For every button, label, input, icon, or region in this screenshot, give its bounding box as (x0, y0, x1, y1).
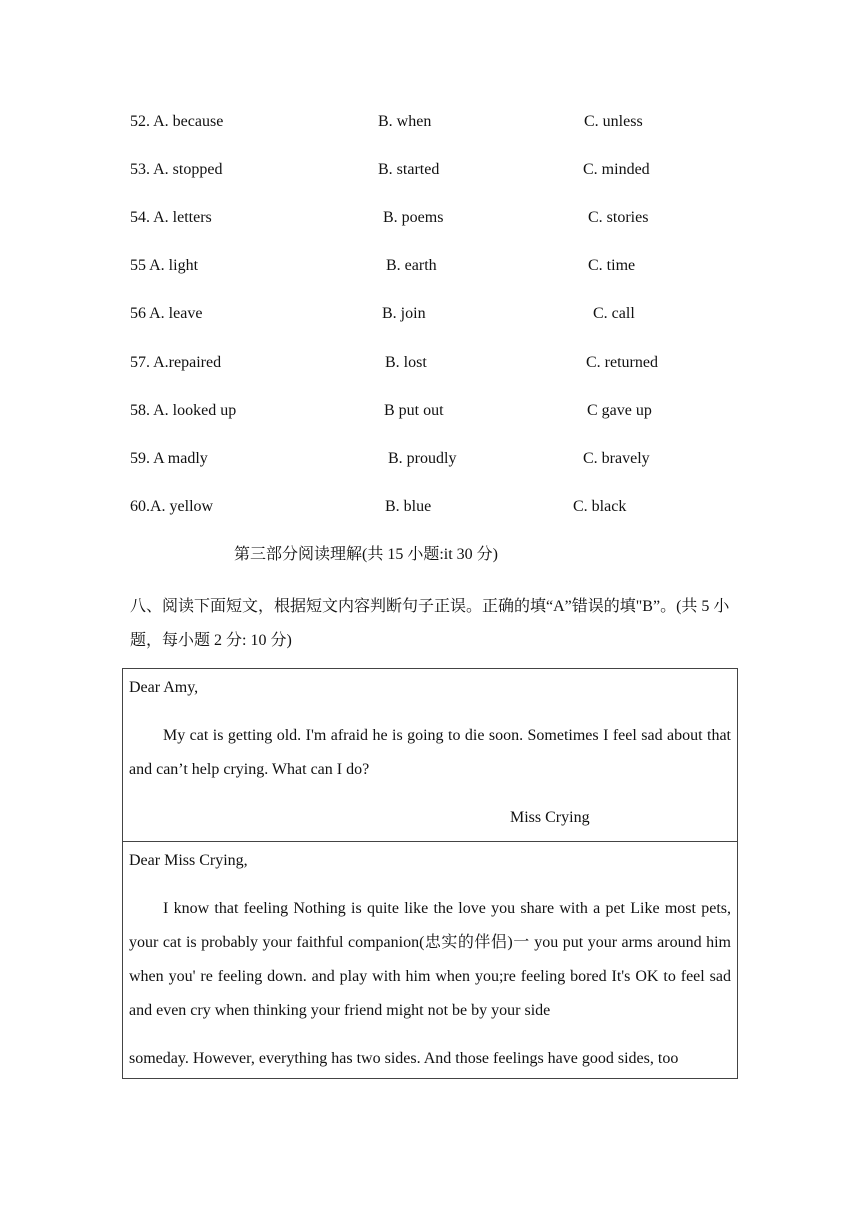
option-c: C. call (593, 305, 635, 322)
letter-body: I know that feeling Nothing is quite like the love you share with a pet Like most pets, your cat is probably your faithful companion(忠实的伴侣)一 you put your arms around him when you' re feeling down. and play with him when you;re feeling bored It's OK to feel sad and even cry when thinking your friend might not be by your side (129, 900, 731, 1019)
option-b: B. join (382, 305, 426, 322)
option-a: 53. A. stopped (130, 161, 223, 178)
option-b: B. lost (385, 354, 427, 371)
letter-cell-2 (123, 842, 738, 1079)
option-c: C. unless (584, 113, 643, 130)
question-58 (0, 399, 860, 423)
option-b: B. started (378, 161, 440, 178)
option-b: B. earth (386, 257, 437, 274)
option-b: B. poems (383, 209, 444, 226)
letter-body-continued: someday. However, everything has two sides. And those feelings have good sides, too (129, 1050, 679, 1067)
letter-greeting: Dear Amy, (129, 679, 199, 696)
option-a: 60.A. yellow (130, 498, 214, 515)
option-c: C. time (588, 257, 636, 274)
option-a: 54. A. letters (130, 209, 212, 226)
option-c: C. black (573, 498, 627, 515)
option-a: 58. A. looked up (130, 402, 237, 419)
section-heading: 第三部分阅读理解(共 15 小题:it 30 分) (234, 546, 498, 563)
question-56 (0, 302, 860, 326)
letter-row (123, 669, 738, 842)
question-60 (0, 495, 860, 519)
option-a: 55 A. light (130, 257, 199, 274)
option-b: B. when (378, 113, 432, 130)
option-a: 56 A. leave (130, 305, 203, 322)
question-52 (0, 110, 860, 134)
option-c: C. returned (586, 354, 658, 371)
letter-row (123, 842, 738, 1079)
option-b: B. blue (385, 498, 432, 515)
option-a: 52. A. because (130, 113, 224, 130)
option-c: C gave up (587, 402, 652, 419)
question-59 (0, 447, 860, 471)
option-a: 59. A madly (130, 450, 208, 467)
option-b: B. proudly (388, 450, 457, 467)
option-c: C. minded (583, 161, 650, 178)
letter-cell-1 (123, 669, 738, 842)
letters-table (122, 668, 738, 1079)
letter-signature: Miss Crying (510, 809, 590, 826)
question-57 (0, 351, 860, 375)
option-c: C. bravely (583, 450, 650, 467)
question-54 (0, 206, 860, 230)
option-a: 57. A.repaired (130, 354, 222, 371)
instruction-text: 八、阅读下面短文，根据短文内容判断句子正误。正确的填“A”错误的填"B”。(共 5 小题，每小题 2 分: 10 分) (130, 598, 730, 649)
question-55 (0, 254, 860, 278)
question-53 (0, 158, 860, 182)
letter-greeting: Dear Miss Crying, (129, 852, 248, 869)
option-c: C. stories (588, 209, 649, 226)
letter-body: My cat is getting old. I'm afraid he is going to die soon. Sometimes I feel sad about that and can’t help crying. What can I do? (129, 727, 731, 778)
option-b: B put out (384, 402, 444, 419)
